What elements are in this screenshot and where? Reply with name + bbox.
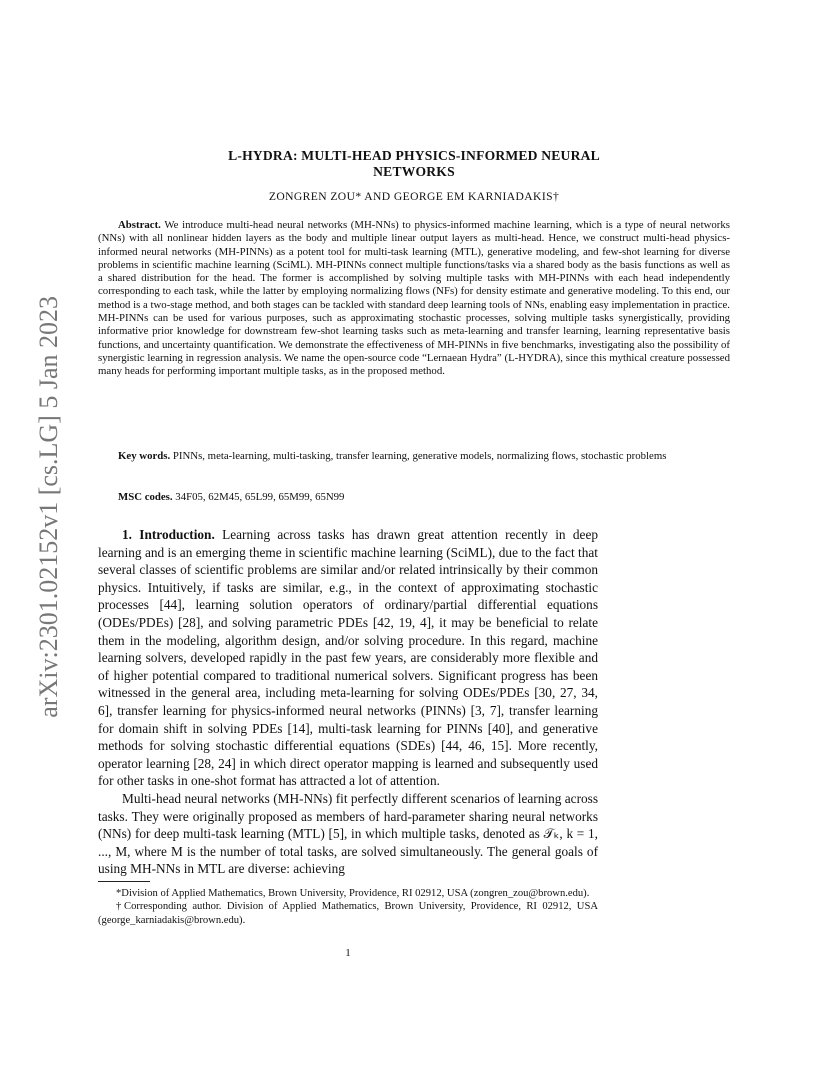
footnote-2: †Corresponding author. Division of Applied Mathematics, Brown University, Providence, RI 02912, USA (george_karniadakis@brown.edu). bbox=[98, 901, 598, 926]
abstract-text: We introduce multi-head neural networks (MH-NNs) to physics-informed machine learning, which is a type of neural networks (NNs) with all nonlinear hidden layers as the body and multiple linear output layers as multi-head. Hence, we construct multi-head physics-informed neural networks (MH-PINNs) as a potent tool for multi-task learning (MTL), generative modeling, and few-shot learning for diverse problems in scientific machine learning (SciML). MH-PINNs connect multiple functions/tasks via a shared body as the basis functions as well as a shared distribution for the head. The former is accomplished by solving multiple tasks with MH-PINNs with each head independently corresponding to each task, while the latter by employing normalizing flows (NFs) for density estimate and generative modeling. To this end, our method is a two-stage method, and both stages can be tackled with standard deep learning tools of NNs, enabling easy implementation in practice. MH-PINNs can be used for various purposes, such as approximating stochastic processes, solving multiple tasks synergistically, providing informative prior knowledge for downstream few-shot learning tasks such as meta-learning and transfer learning, learning representative basis functions, and uncertainty quantification. We demonstrate the effectiveness of MH-PINNs in five benchmarks, investigating also the possibility of synergistic learning in regression analysis. We name the open-source code “Lernaean Hydra” (L-HYDRA), since this mythical creature possessed many heads for performing important multiple tasks, as in the proposed method. bbox=[98, 219, 730, 378]
arxiv-id: arXiv:2301.02152v1 [cs.LG] 5 Jan 2023 bbox=[34, 296, 63, 718]
msc-label: MSC codes. bbox=[118, 491, 173, 503]
abstract bbox=[98, 219, 730, 379]
intro-paragraph-2: Multi-head neural networks (MH-NNs) fit perfectly different scenarios of learning across tasks. They were originally proposed as members of hard-parameter sharing neural networks (NNs) for deep multi-task learning (MTL) [5], in which multiple tasks, denoted as 𝒯ₖ, k = 1, ..., M, where M is the number of total tasks, are solved simultaneously. The general goals of using MH-NNs in MTL are diverse: achieving bbox=[98, 790, 598, 877]
keywords-label: Key words. bbox=[118, 450, 171, 462]
intro-paragraph-1 bbox=[98, 526, 598, 790]
intro-heading: 1. Introduction. bbox=[122, 527, 215, 542]
footnote-1: *Division of Applied Mathematics, Brown University, Providence, RI 02912, USA (zongren_zou@brown.edu). bbox=[116, 888, 590, 899]
body-text bbox=[98, 526, 598, 878]
keywords bbox=[98, 450, 730, 463]
intro-p1-text: Learning across tasks has drawn great attention recently in deep learning and is an emerging theme in scientific machine learning (SciML), due to the fact that several classes of scientific problems are similar and/or related intrinsically by their common physics. Intuitively, if tasks are similar, e.g., in the context of approximating stochastic processes [44], learning solution operators of ordinary/partial differential equations (ODEs/PDEs) [28], and solving parametric PDEs [42, 19, 4], it may be beneficial to relate them in the modeling, algorithm design, and/or solving procedure. In this regard, machine learning solvers, developed rapidly in the past few years, are considerably more flexible and of higher potential compared to traditional numerical solvers. Significant progress has been witnessed in the general area, including meta-learning for solving ODEs/PDEs [30, 27, 34, 6], transfer learning for physics-informed neural networks (PINNs) [3, 7], transfer learning for domain shift in solving PDEs [14], multi-task learning for PINNs [40], and generative methods for solving stochastic differential equations (SDEs) [44, 46, 15]. More recently, operator learning [28, 24] in which direct operator mapping is learned and subsequently used for other tasks in one-shot format has attracted a lot of attention. bbox=[98, 527, 598, 789]
msc-codes bbox=[98, 491, 730, 504]
title-line-2: NETWORKS bbox=[373, 164, 455, 179]
footnotes bbox=[98, 887, 598, 927]
authors: ZONGREN ZOU* AND GEORGE EM KARNIADAKIS† bbox=[268, 190, 560, 203]
keywords-text: PINNs, meta-learning, multi-tasking, transfer learning, generative models, normalizing flows, stochastic problems bbox=[172, 450, 667, 462]
abstract-label: Abstract. bbox=[118, 219, 161, 231]
title-line-1: L-HYDRA: MULTI-HEAD PHYSICS-INFORMED NEURAL bbox=[228, 148, 600, 163]
page-number: 1 bbox=[345, 947, 351, 959]
paper-title bbox=[98, 148, 730, 180]
footnote-rule bbox=[98, 881, 150, 882]
msc-text: 34F05, 62M45, 65L99, 65M99, 65N99 bbox=[175, 491, 345, 503]
